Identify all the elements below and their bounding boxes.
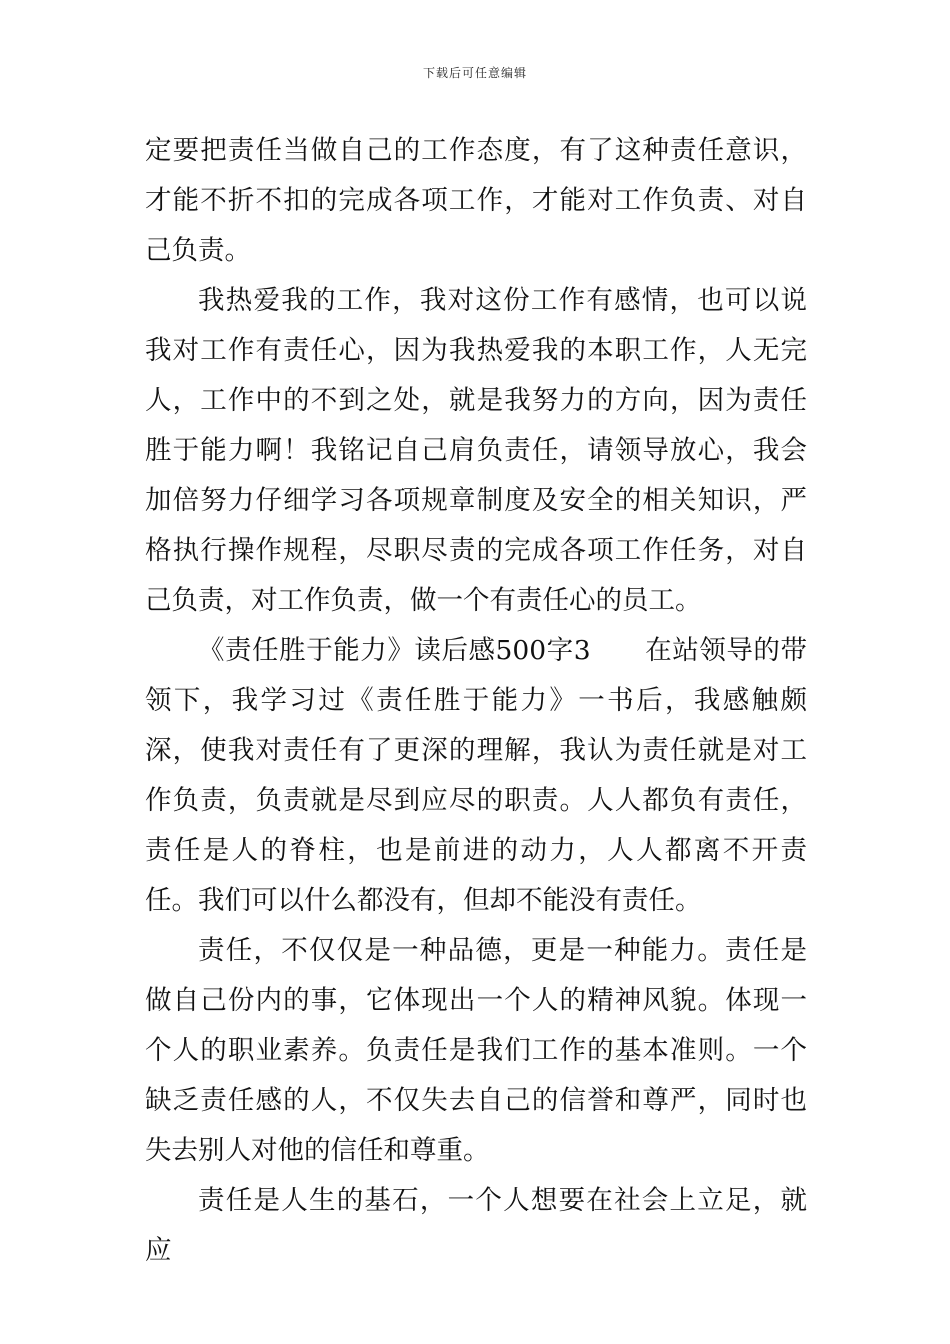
- paragraph-cornerstone: 责任是人生的基石，一个人想要在社会上立足，就应: [145, 1185, 807, 1266]
- page-header: 下载后可任意编辑: [422, 66, 527, 80]
- document-body: [145, 126, 807, 1276]
- paragraph-responsibility-ability: 责任，不仅仅是一种品德，更是一种能力。责任是做自己份内的事，它体现出一个人的精神风貌。体现一个人的职业素养。负责任是我们工作的基本准则。一个缺乏责任感的人，不仅失去自己的信誉和尊严，同时也失去别人对他的信任和尊重。: [145, 935, 807, 1166]
- paragraph-book-reflection: 《责任胜于能力》读后感500字3 在站领导的带领下，我学习过《责任胜于能力》一书后，我感触颇深，使我对责任有了更深的理解，我认为责任就是对工作负责，负责就是尽到应尽的职责。人人都负有责任，责任是人的脊柱，也是前进的动力，人人都离不开责任。我们可以什么都没有，但却不能没有责任。: [145, 635, 807, 916]
- paragraph-love-of-work: 我热爱我的工作，我对这份工作有感情，也可以说我对工作有责任心，因为我热爱我的本职工作，人无完人，工作中的不到之处，就是我努力的方向，因为责任胜于能力啊！我铭记自己肩负责任，请领导放心，我会加倍努力仔细学习各项规章制度及安全的相关知识，严格执行操作规程，尽职尽责的完成各项工作任务，对自己负责，对工作负责，做一个有责任心的员工。: [145, 285, 807, 616]
- paragraph-continuation: 定要把责任当做自己的工作态度，有了这种责任意识，才能不折不扣的完成各项工作，才能对工作负责、对自己负责。: [145, 135, 807, 266]
